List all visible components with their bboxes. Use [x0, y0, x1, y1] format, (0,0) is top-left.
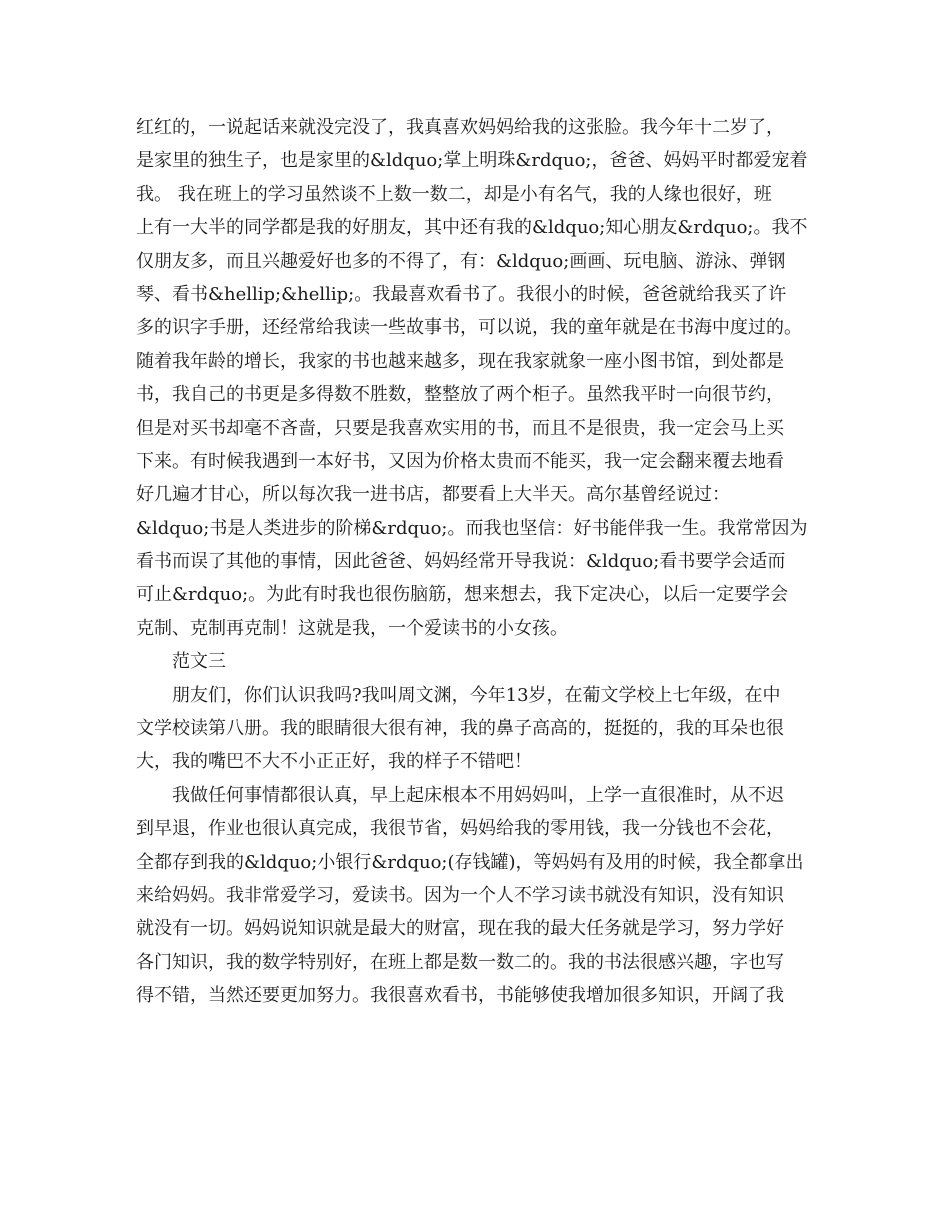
text-line: 文学校读第八册。我的眼睛很大很有神，我的鼻子高高的，挺挺的，我的耳朵也很 — [136, 718, 784, 740]
section-heading: 范文三 — [172, 651, 226, 673]
text-line: 但是对买书却毫不吝啬，只要是我喜欢实用的书，而且不是很贵，我一定会马上买 — [136, 417, 784, 439]
text-line: 到早退，作业也很认真完成，我很节省，妈妈给我的零用钱，我一分钱也不会花， — [136, 818, 784, 840]
text-line: 全都存到我的&ldquo;小银行&rdquo;(存钱罐)，等妈妈有及用的时候，我全都拿出 — [136, 851, 804, 873]
text-line: 多的识字手册，还经常给我读一些故事书，可以说，我的童年就是在书海中度过的。 — [136, 317, 802, 339]
text-line: 得不错，当然还要更加努力。我很喜欢看书，书能够使我增加很多知识，开阔了我 — [136, 985, 784, 1007]
document-body — [136, 111, 826, 1013]
text-line: 可止&rdquo;。为此有时我也很伤脑筋，想来想去，我下定决心，以后一定要学会 — [136, 584, 789, 606]
text-line: 大，我的嘴巴不大不小正正好，我的样子不错吧！ — [136, 751, 532, 773]
text-line: 看书而误了其他的事情，因此爸爸、妈妈经常开导我说：&ldquo;看书要学会适而 — [136, 551, 786, 573]
text-line: 是家里的独生子，也是家里的&ldquo;掌上明珠&rdquo;，爸爸、妈妈平时都爱宠着 — [136, 150, 808, 172]
text-line: 琴、看书&hellip;&hellip;。我最喜欢看书了。我很小的时候，爸爸就给我买了许 — [136, 283, 787, 305]
text-line: 书，我自己的书更是多得数不胜数，整整放了两个柜子。虽然我平时一向很节约， — [136, 384, 784, 406]
text-line: 仅朋友多，而且兴趣爱好也多的不得了，有：&ldquo;画画、玩电脑、游泳、弹钢 — [136, 250, 786, 272]
text-line: 我。 我在班上的学习虽然谈不上数一数二，却是小有名气，我的人缘也很好，班 — [136, 183, 772, 205]
paragraph-first-line: 我做任何事情都很认真，早上起床根本不用妈妈叫，上学一直很准时，从不迟 — [172, 784, 784, 806]
text-line: 红红的，一说起话来就没完没了，我真喜欢妈妈给我的这张脸。我今年十二岁了， — [136, 117, 784, 138]
text-line: 来给妈妈。我非常爱学习，爱读书。因为一个人不学习读书就没有知识，没有知识 — [136, 884, 784, 906]
text-line: 好几遍才甘心，所以每次我一进书店，都要看上大半天。高尔基曾经说过： — [136, 484, 730, 506]
text-line: &ldquo;书是人类进步的阶梯&rdquo;。而我也坚信：好书能伴我一生。我常常因为 — [136, 517, 808, 539]
paragraph-first-line: 朋友们，你们认识我吗?我叫周文渊，今年13岁，在葡文学校上七年级，在中 — [172, 684, 781, 706]
text-line: 随着我年龄的增长，我家的书也越来越多，现在我家就象一座小图书馆，到处都是 — [136, 350, 784, 372]
text-line: 各门知识，我的数学特别好，在班上都是数一数二的。我的书法很感兴趣，字也写 — [136, 951, 784, 973]
text-line: 下来。有时候我遇到一本好书，又因为价格太贵而不能买，我一定会翻来覆去地看 — [136, 450, 784, 472]
text-line: 就没有一切。妈妈说知识就是最大的财富，现在我的最大任务就是学习，努力学好 — [136, 918, 784, 940]
text-line: 上有一大半的同学都是我的好朋友，其中还有我的&ldquo;知心朋友&rdquo;。我不 — [136, 217, 808, 239]
text-line: 克制、克制再克制！这就是我，一个爱读书的小女孩。 — [136, 617, 568, 639]
